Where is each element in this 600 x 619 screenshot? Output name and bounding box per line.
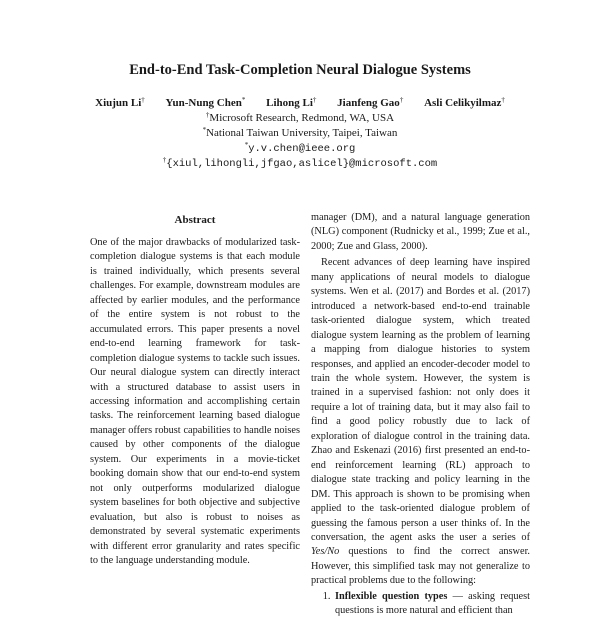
author: Lihong Li† — [266, 96, 317, 109]
intro-paragraph-1: manager (DM), and a natural language generation (NLG) component (Rudnicky et al., 1999; Zue et al., 2000; Zue and Glass, 2000). — [311, 212, 530, 252]
affiliation-ntu: *National Taiwan University, Taipei, Taiwan — [202, 126, 398, 139]
introduction-column — [311, 211, 530, 619]
email-ntu: *y.v.chen@ieee.org — [244, 141, 356, 155]
abstract-body: One of the major drawbacks of modularized task-completion dialogue systems is that each module is trained individually, which presents several challenges. For example, downstream modules are affected by earlier modules, and the performance of the entire system is not robust to the accumulated errors. This paper presents a novel end-to-end learning framework for task-completion dialogue systems to tackle such issues. Our neural dialogue system can directly interact with a structured database to assist users in accessing information and accomplishing certain tasks. The reinforcement learning based dialogue manager offers robust capabilities to handle noises caused by other components of the dialogue system. Our experiments in a movie-ticket booking domain show that our end-to-end system not only outperforms modularized dialogue system baselines for both objective and subjective evaluation, but also is robust to noises as demonstrated by several systematic experiments with different error granularity and rates specific to the language understanding module. — [90, 237, 300, 566]
affiliation-microsoft: †Microsoft Research, Redmond, WA, USA — [205, 111, 395, 124]
intro-paragraph-2: Recent advances of deep learning have inspired many applications of neural models to dialogue systems. Wen et al. (2017) and Bordes et al. (2017) introduced a network-based end-to-end trainable task-oriented dialogue system, which treated dialogue system learning as the problem of learning a mapping from dialogue histories to system responses, and applied an encoder-decoder model to train the whole system. However, the system is trained in a supervised fashion: not only does it require a lot of training data, but it may also fail to find a good policy robustly due to lack of exploration of dialogue control in the training data. Zhao and Eskenazi (2016) first presented an end-to-end reinforcement learning (RL) approach to dialogue state tracking and policy learning in the DM. This approach is shown to be promising when applied to the task-oriented dialogue problem of guessing the famous person a user thinks of. In the conversation, the agent asks the user a series of Yes/No questions to find the correct answer. However, this simplified task may not generalize to practical problems due to the following: — [311, 257, 530, 587]
author: Jianfeng Gao† — [337, 96, 404, 109]
list-item: 1. Inflexible question types — asking request questions is more natural and efficient than — [333, 590, 530, 619]
paper-title: End-to-End Task-Completion Neural Dialogue Systems — [129, 62, 471, 78]
email-microsoft: †{xiul,lihongli,jfgao,aslicel}@microsoft.com — [162, 156, 438, 170]
limitations-list — [311, 590, 530, 619]
author: Xiujun Li† — [95, 96, 145, 109]
author: Yun-Nung Chen* — [165, 96, 246, 109]
author: Asli Celikyilmaz† — [424, 96, 505, 109]
abstract-heading: Abstract — [174, 214, 216, 226]
author-list — [0, 97, 600, 109]
